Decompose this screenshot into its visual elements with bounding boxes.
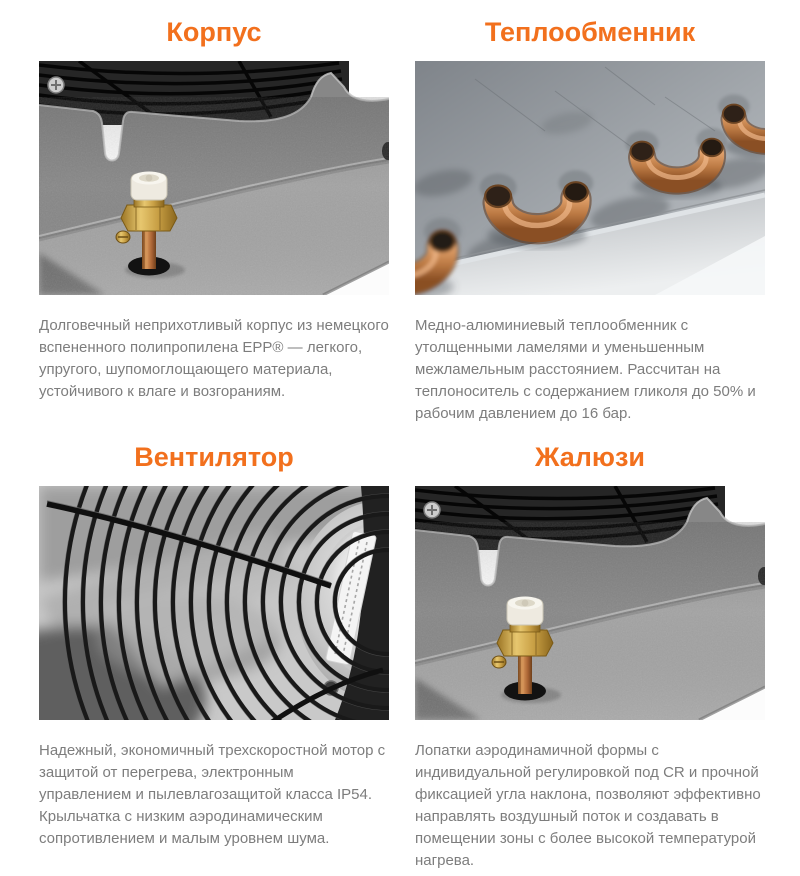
feature-description-housing: Долговечный неприхотливый корпус из немецкого вспененного полипропилена EPP® — легкого, упругого, шупомоглощающего материала, устойчивого к влаге и возгораниям. <box>39 317 389 400</box>
fan-photo <box>39 486 389 720</box>
feature-section-heat-exchanger <box>415 0 765 425</box>
housing-photo <box>39 61 389 295</box>
feature-description-louvers: Лопатки аэродинамичной формы с индивидуальной регулировкой под CR и прочной фиксацией угла наклона, позволяют эффективно направлять воздушный поток и создавать в помещении зоны с более высокой температурой нагрева. <box>415 742 761 869</box>
feature-description-heat-exchanger: Медно-алюминиевый теплообменник с утолщенными ламелями и уменьшенным межламельным расстоянием. Рассчитан на теплоноситель с содержанием гликоля до 50% и рабочим давлением до 16 бар. <box>415 317 756 422</box>
heat-exchanger-photo <box>415 61 765 295</box>
feature-title-housing: Корпус <box>166 17 262 47</box>
louvers-photo <box>415 486 765 720</box>
feature-section-housing <box>39 0 389 425</box>
feature-description-fan: Надежный, экономичный трехскоростной мотор с защитой от перегрева, электронным управлением и пылевлагозащитой класса IP54. Крыльчатка с низким аэродинамическим сопротивлением и малым уровнем шума. <box>39 742 386 847</box>
feature-section-fan <box>39 425 389 872</box>
feature-title-heat-exchanger: Теплообменник <box>484 17 696 47</box>
feature-title-fan: Вентилятор <box>134 442 294 472</box>
feature-section-louvers <box>415 425 765 872</box>
feature-title-louvers: Жалюзи <box>535 442 645 472</box>
